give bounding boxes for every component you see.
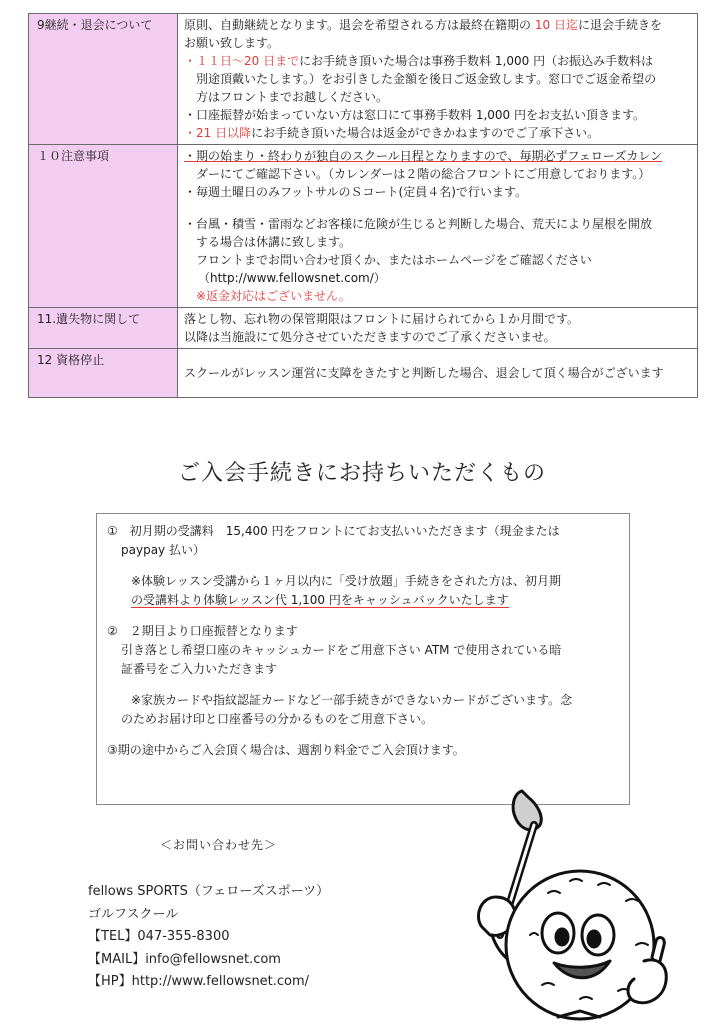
rule-11-line-1: 落とし物、忘れ物の保管期限はフロントに届けられてから１か月間です。 — [184, 312, 580, 326]
rule-body-11 — [178, 308, 698, 349]
contact-school: ゴルフスクール — [88, 906, 179, 922]
rule-10-line-5: ・台風・積雪・雷雨などお客様に危険が生じると判断した場合、荒天により屋根を開放 — [184, 217, 653, 231]
item-2-line-2: 引き落とし希望口座のキャッシュカードをご用意下さい ATM で使用されている暗 — [121, 643, 562, 657]
rule-10-line-2: ダーにてご確認下さい。（カレンダーは２階の総合フロントにご用意しております。） — [196, 167, 651, 181]
rule-10-url[interactable]: （http://www.fellowsnet.com/） — [198, 271, 386, 285]
tel-number[interactable]: 047-355-8300 — [137, 929, 230, 944]
rule-12-line-1: スクールがレッスン運営に支障をきたすと判断した場合、退会して頂く場合がございます — [184, 366, 664, 380]
rule-10-line-7: フロントまでお問い合わせ頂くか、またはホームページをご確認ください — [196, 253, 592, 267]
rule-heading-12: 12 資格停止 — [29, 349, 178, 398]
rule-10-line-6: する場合は休講に致します。 — [196, 235, 352, 249]
rule-body-12 — [178, 349, 698, 398]
rule-10-line-1: ・期の始まり・終わりが独自のスクール日程となりますので、毎期必ずフェローズカレン — [184, 149, 663, 163]
golf-ball-mascot-icon — [430, 785, 720, 1021]
item-2-note-line-2: のためお届け印と口座番号の分かるものをご用意下さい。 — [121, 712, 434, 726]
item-2-note-line-1: ※家族カードや指紋認証カードなど一部手続きができないカードがございます。念 — [131, 693, 573, 707]
rule-9-line-5: 方はフロントまでお越しください。 — [196, 90, 389, 104]
rule-9-line-1a: 原則、自動継続となります。退会を希望される方は最終在籍期の — [184, 18, 535, 32]
rules-table — [28, 13, 698, 398]
rule-body-9: 原則、自動継続となります。退会を希望される方は最終在籍期の 10 日迄に退会手続きを お願い致します。 ・１１日〜20 日までにお手続き頂いた場合は事務手数料 1,000 円（お振込み手数料は 別途頂戴いたします。）をお引きした金額を後日ご返金致します。窓口でご返金希望の 方はフロントまでお越しください。 ・口座振替が始まっていない方は窓口にて事務手数料 1,000 円をお支払い頂きます。 ・21 日以降にお手続き頂いた場合は返金ができかねますのでご了承下さい。 — [178, 14, 698, 145]
item-1-note-line-2: の受講料より体験レッスン代 1,100 円をキャッシュバックいたします — [131, 593, 509, 607]
hp-label: 【HP】 — [88, 974, 132, 989]
mail-label: 【MAIL】 — [88, 951, 146, 967]
rule-9-line-2: お願い致します。 — [184, 36, 280, 50]
rule-9-line-6: ・口座振替が始まっていない方は窓口にて事務手数料 1,000 円をお支払い頂きます。 — [184, 108, 646, 122]
rule-11-line-2: 以降は当施設にて処分させていただきますのでご了承くださいませ。 — [184, 330, 556, 344]
rule-heading-11: 11.遺失物に関して — [29, 308, 178, 349]
item-3-line-1: ③期の途中からご入会頂く場合は、週割り料金でご入会頂けます。 — [107, 743, 465, 757]
rule-heading-10: １０注意事項 — [29, 145, 178, 308]
item-2-line-1: ② ２期目より口座振替となります — [107, 624, 298, 638]
item-1-note-line-1: ※体験レッスン受講から１ヶ月以内に「受け放題」手続きをされた方は、初月期 — [131, 574, 561, 588]
hp-url[interactable]: http://www.fellowsnet.com/ — [131, 974, 310, 989]
rule-row-9 — [29, 14, 698, 145]
rule-row-10 — [29, 145, 698, 308]
contact-block — [88, 881, 329, 994]
rule-9-after21: ・21 日以降 — [184, 126, 252, 140]
rule-row-11 — [29, 308, 698, 349]
section-title: ご入会手続きにお持ちいただくもの — [177, 461, 546, 486]
rule-heading-9: 9継続・退会について — [29, 14, 178, 145]
items-box — [96, 513, 630, 805]
rule-10-no-refund: ※返金対応はございません。 — [196, 289, 351, 303]
rule-10-line-3: ・毎週土曜日のみフットサルのＳコート(定員４名)で行います。 — [184, 185, 527, 199]
rule-9-deadline: 10 日迄 — [534, 18, 578, 32]
rule-9-line-4: 別途頂戴いたします。）をお引きした金額を後日ご返金致します。窓口でご返金希望の — [196, 72, 657, 86]
rule-body-10 — [178, 145, 698, 308]
contact-heading: ＜お問い合わせ先＞ — [160, 838, 278, 852]
item-1-line-2: paypay 払い） — [121, 543, 205, 557]
tel-label: 【TEL】 — [88, 929, 138, 944]
item-1-line-1: ① 初月期の受講料 15,400 円をフロントにてお支払いいただきます（現金または — [107, 524, 560, 538]
contact-name: fellows SPORTS（フェローズスポーツ） — [88, 884, 330, 899]
mail-address[interactable]: info@fellowsnet.com — [145, 951, 281, 967]
item-2-line-3: 証番号をご入力いただきます — [121, 662, 278, 676]
rule-9-range: ・１１日〜20 日まで — [184, 54, 300, 68]
rule-row-12 — [29, 349, 698, 398]
